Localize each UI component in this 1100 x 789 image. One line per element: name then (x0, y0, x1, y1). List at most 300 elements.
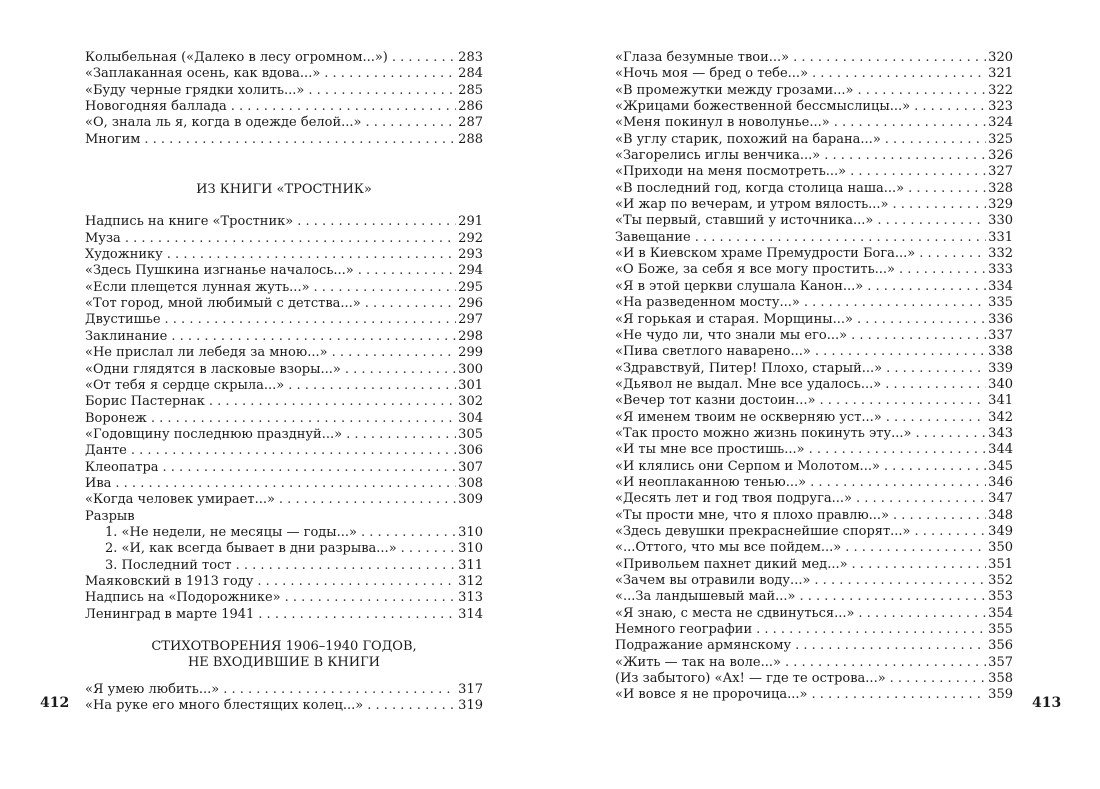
toc-entry-title: Клеопатра (85, 459, 159, 475)
toc-entry (85, 132, 483, 148)
toc-entry (85, 590, 483, 606)
toc-entry-title: «О Боже, за себя я все могу простить...» (615, 262, 896, 278)
toc-entry-title: «От тебя я сердце скрыла...» (85, 377, 285, 393)
toc-entry-page: 304 (458, 410, 483, 426)
toc-entry-title: «Зачем вы отравили воду...» (615, 573, 811, 588)
toc-entry-title: «Глаза безумные твои...» (615, 50, 790, 65)
toc-entry-page: 310 (458, 541, 483, 557)
toc-entry-page: 302 (458, 394, 483, 410)
section-heading: СТИХОТВОРЕНИЯ 1906–1940 ГОДОВ, (151, 639, 417, 654)
toc-entry-title: «Когда человек умирает...» (85, 492, 275, 508)
toc-entry-page: 287 (458, 115, 483, 131)
dot-leader (231, 99, 456, 115)
toc-group (85, 50, 483, 148)
toc-entry (615, 410, 1013, 426)
toc-entry (85, 411, 483, 427)
toc-entry (85, 66, 483, 82)
dot-leader (809, 442, 987, 458)
dot-leader (167, 247, 456, 263)
dot-leader (919, 246, 986, 262)
dot-leader (851, 328, 986, 344)
toc-entry-title: (Из забытого) «Ах! — где те острова...» (615, 671, 886, 687)
toc-entry (85, 682, 483, 698)
toc-entry-page: 340 (988, 376, 1013, 392)
toc-entry (615, 164, 1013, 180)
toc-entry-title: «Я умею любить...» (85, 681, 220, 697)
dot-leader (223, 682, 456, 698)
toc-entry (615, 377, 1013, 393)
toc-group (85, 574, 483, 623)
dot-leader (785, 655, 986, 671)
dot-leader (125, 231, 456, 247)
toc-entry-title: «Меня покинул в новолунье...» (615, 115, 830, 131)
toc-entry (85, 50, 483, 66)
toc-group (615, 50, 1013, 704)
toc-entry (85, 492, 483, 508)
toc-entry-page: 319 (458, 698, 483, 714)
toc-entry-title: «Загорелись иглы венчика...» (615, 148, 821, 164)
toc-entry-title: «Я в этой церкви слушала Канон...» (615, 278, 864, 294)
toc-entry-page: 322 (988, 82, 1013, 98)
toc-entry-page: 342 (988, 409, 1013, 425)
toc-entry-page: 323 (988, 99, 1013, 115)
toc-entry-title: «Я знаю, с места не сдвинуться...» (615, 605, 855, 621)
toc-entry-title: Данте (85, 443, 127, 459)
dot-leader (365, 296, 456, 312)
toc-entry-page: 335 (988, 295, 1013, 311)
dot-leader (236, 558, 457, 574)
toc-entry (615, 589, 1013, 605)
toc-entry-page: 292 (458, 230, 483, 246)
toc-entry-title: Колыбельная («Далеко в лесу огромном...») (85, 50, 388, 65)
page-number-left: 412 (40, 695, 70, 711)
toc-entry-title: «Дьявол не выдал. Мне все удалось...» (615, 376, 882, 392)
page-number-right: 413 (1032, 695, 1062, 711)
toc-entry (615, 66, 1013, 82)
toc-entry-title: «Годовщину последнюю празднуй...» (85, 426, 343, 442)
toc-entry-page: 308 (458, 475, 483, 491)
dot-leader (163, 460, 457, 476)
toc-entry (615, 328, 1013, 344)
dot-leader (856, 491, 986, 507)
toc-entry-page: 358 (988, 671, 1013, 687)
toc-entry-page: 284 (458, 66, 483, 82)
toc-entry-title: Борис Пастернак (85, 394, 205, 410)
toc-entry (615, 115, 1013, 131)
toc-entry-title: «Ты первый, ставший у источника...» (615, 213, 874, 229)
toc-entry-title: Заклинание (85, 328, 168, 344)
toc-entry-title: «И в Киевском храме Премудрости Бога...» (615, 246, 916, 262)
dot-leader (852, 557, 987, 573)
toc-entry-title: «Пива светлого наварено...» (615, 344, 811, 360)
toc-entry (85, 263, 483, 279)
toc-entry (85, 476, 483, 492)
dot-leader (314, 280, 457, 296)
dot-leader (857, 83, 986, 99)
toc-entry-page: 297 (458, 312, 483, 328)
dot-leader (857, 312, 986, 328)
toc-entry-page: 350 (988, 540, 1013, 556)
toc-entry-page: 347 (988, 491, 1013, 507)
toc-entry-page: 314 (458, 606, 483, 622)
toc-entry-page: 333 (988, 262, 1013, 278)
toc-entry-title: Ленинград в марте 1941 (85, 606, 255, 622)
dot-leader (297, 214, 456, 230)
toc-entry-page: 341 (988, 393, 1013, 409)
toc-entry (615, 508, 1013, 524)
toc-entry (615, 361, 1013, 377)
toc-entry-page: 285 (458, 82, 483, 98)
toc-entry-page: 328 (988, 180, 1013, 196)
toc-entry-title: Художнику (85, 247, 163, 263)
dot-leader (877, 213, 986, 229)
toc-entry (85, 427, 483, 443)
dot-leader (366, 115, 457, 131)
toc-entry-title: «Не прислал ли лебедя за мною...» (85, 345, 328, 361)
toc-entry-page: 339 (988, 360, 1013, 376)
toc-entry-title: «На руке его много блестящих колец...» (85, 698, 364, 714)
toc-entry (615, 295, 1013, 311)
toc-entry-title: Многим (85, 131, 141, 147)
toc-entry-title: «Приходи на меня посмотреть...» (615, 164, 847, 180)
toc-entry-page: 309 (458, 492, 483, 508)
toc-entry (615, 132, 1013, 148)
toc-entry-page: 334 (988, 278, 1013, 294)
dot-leader (695, 230, 986, 246)
toc-group (85, 214, 483, 508)
dot-leader (893, 197, 987, 213)
dot-leader (358, 263, 456, 279)
dot-leader (885, 377, 986, 393)
toc-entry-title: «Ночь моя — бред о тебе...» (615, 66, 809, 82)
toc-entry-title: «Жрицами божественной бессмыслицы...» (615, 99, 911, 115)
toc-entry (85, 329, 483, 345)
dot-leader (144, 132, 456, 148)
toc-entry-title: Надпись на «Подорожнике» (85, 590, 281, 606)
toc-entry-page: 336 (988, 311, 1013, 327)
toc-entry-title: «В промежутки между грозами...» (615, 82, 854, 98)
toc-entry-title: «Не чудо ли, что знали мы его...» (615, 327, 848, 343)
toc-subgroup (85, 525, 483, 574)
toc-entry-title: 1. «Не недели, не месяцы — годы...» (105, 524, 357, 540)
toc-entry-page: 283 (458, 50, 483, 65)
toc-entry (85, 345, 483, 361)
toc-group (85, 682, 483, 715)
toc-entry-title: «И вовсе я не пророчица...» (615, 687, 808, 703)
dot-leader (324, 66, 456, 82)
toc-entry (615, 442, 1013, 458)
toc-entry-page: 324 (988, 115, 1013, 131)
toc-entry (615, 393, 1013, 409)
toc-entry (85, 525, 483, 541)
dot-leader (824, 148, 986, 164)
toc-entry-page: 326 (988, 148, 1013, 164)
toc-entry (85, 280, 483, 296)
toc-entry-title: «Ты прости мне, что я плохо правлю...» (615, 507, 890, 523)
dot-leader (165, 312, 457, 328)
dot-leader (834, 115, 986, 131)
dot-leader (810, 475, 986, 491)
dot-leader (812, 66, 986, 82)
toc-entry-page: 286 (458, 99, 483, 115)
dot-leader (115, 476, 456, 492)
toc-entry-page: 299 (458, 345, 483, 361)
toc-entry-page: 296 (458, 296, 483, 312)
toc-entry (85, 362, 483, 378)
dot-leader (799, 589, 986, 605)
toc-entry-title: «И жар по вечерам, и утром вялость...» (615, 197, 889, 213)
toc-entry (85, 541, 483, 557)
toc-entry-title: «Я горькая и старая. Морщины...» (615, 311, 853, 327)
toc-entry-title: «Если плещется лунная жуть...» (85, 279, 310, 295)
toc-entry-page: 298 (458, 328, 483, 344)
dot-leader (858, 606, 986, 622)
toc-entry-page: 349 (988, 523, 1013, 539)
toc-entry (615, 148, 1013, 164)
toc-entry-title: «Одни глядятся в ласковые взоры...» (85, 361, 341, 377)
toc-entry (615, 246, 1013, 262)
toc-entry (85, 296, 483, 312)
toc-entry-title: Подражание армянскому (615, 638, 792, 654)
toc-entry-title: «Заплаканная осень, как вдова...» (85, 66, 321, 82)
toc-entry (85, 83, 483, 99)
dot-leader (361, 525, 456, 541)
toc-entry-title: «Тот город, мной любимый с детства...» (85, 296, 361, 312)
toc-entry-title: 3. Последний тост (105, 557, 232, 573)
toc-entry (615, 573, 1013, 589)
dot-leader (257, 574, 456, 590)
dot-leader (795, 638, 986, 654)
toc-entry-page: 312 (458, 573, 483, 589)
toc-entry-page: 356 (988, 638, 1013, 654)
dot-leader (893, 508, 986, 524)
toc-entry-page: 331 (988, 229, 1013, 245)
dot-leader (915, 426, 986, 442)
toc-entry-title: «На разведенном мосту...» (615, 295, 800, 311)
toc-entry-title: «...Оттого, что мы все пойдем...» (615, 540, 842, 556)
toc-entry (85, 115, 483, 131)
toc-entry (615, 540, 1013, 556)
toc-entry-title: Муза (85, 230, 121, 246)
dot-leader (401, 541, 457, 557)
dot-leader (886, 361, 986, 377)
toc-entry-title: Маяковский в 1913 году (85, 573, 254, 589)
dot-leader (367, 698, 456, 714)
dot-leader (820, 393, 987, 409)
toc-entry-page: 291 (458, 214, 483, 230)
toc-entry-title: «Здравствуй, Питер! Плохо, старый...» (615, 360, 883, 376)
toc-entry (615, 557, 1013, 573)
dot-leader (850, 164, 986, 180)
toc-entry (85, 558, 483, 574)
toc-entry-title: «...За ландышевый май...» (615, 589, 796, 605)
toc-entry-title: Воронеж (85, 410, 147, 426)
toc-entry-title: «И клялись они Серпом и Молотом...» (615, 458, 880, 474)
dot-leader (845, 540, 986, 556)
dot-leader (899, 262, 986, 278)
toc-entry (615, 475, 1013, 491)
dot-leader (288, 378, 456, 394)
toc-entry-title: «Здесь девушки прекраснейшие спорят...» (615, 523, 911, 539)
toc-entry-page: 357 (988, 654, 1013, 670)
toc-entry-page: 310 (458, 524, 483, 540)
toc-entry-page: 330 (988, 213, 1013, 229)
toc-entry (615, 655, 1013, 671)
toc-entry (85, 443, 483, 459)
toc-entry-page: 321 (988, 66, 1013, 82)
toc-entry-page: 344 (988, 442, 1013, 458)
section-heading: НЕ ВХОДИВШИЕ В КНИГИ (187, 655, 381, 671)
dot-leader (308, 83, 456, 99)
dot-leader (756, 622, 986, 638)
toc-entry-page: 311 (458, 557, 483, 573)
toc-entry-page: 348 (988, 507, 1013, 523)
toc-entry-title: «Здесь Пушкина изгнанье началось...» (85, 263, 354, 279)
toc-entry (615, 459, 1013, 475)
toc-entry-title: «В углу старик, похожий на барана...» (615, 131, 881, 147)
toc-entry-title: «В последний год, когда столица наша...» (615, 180, 905, 196)
toc-entry (85, 460, 483, 476)
toc-entry-page: 317 (458, 681, 483, 697)
toc-entry-page: 320 (988, 50, 1013, 65)
toc-entry-page: 294 (458, 263, 483, 279)
toc-entry (615, 83, 1013, 99)
toc-entry-page: 343 (988, 425, 1013, 441)
toc-entry (615, 279, 1013, 295)
dot-leader (258, 607, 456, 623)
toc-entry-title: Немного географии (615, 622, 753, 638)
toc-entry (615, 197, 1013, 213)
toc-entry-title: «И неоплаканною тенью...» (615, 474, 807, 490)
toc-entry (615, 344, 1013, 360)
toc-entry-page: 313 (458, 590, 483, 606)
toc-entry-page: 352 (988, 573, 1013, 588)
toc-entry-page: 329 (988, 197, 1013, 213)
toc-entry-page: 301 (458, 377, 483, 393)
toc-entry (615, 426, 1013, 442)
toc-entry-page: 359 (988, 687, 1013, 703)
toc-entry (615, 262, 1013, 278)
toc-entry-page: 346 (988, 474, 1013, 490)
toc-entry (85, 378, 483, 394)
toc-entry (615, 687, 1013, 703)
toc-entry (615, 638, 1013, 654)
toc-entry (85, 607, 483, 623)
dot-leader (285, 590, 457, 606)
dot-leader (812, 687, 987, 703)
toc-entry-title: «И ты мне все простишь...» (615, 442, 805, 458)
toc-entry-page: 293 (458, 247, 483, 263)
toc-entry-page: 288 (458, 131, 483, 147)
toc-entry-page: 353 (988, 589, 1013, 605)
toc-entry-title: Ива (85, 475, 112, 491)
toc-entry-title: 2. «И, как всегда бывает в дни разрыва...» (105, 541, 397, 557)
dot-leader (332, 345, 457, 361)
toc-entry-page: 354 (988, 605, 1013, 621)
toc-entry-title: Разрыв (85, 508, 135, 524)
toc-entry (85, 312, 483, 328)
toc-entry-title: Надпись на книге «Тростник» (85, 214, 294, 230)
toc-entry-title: «Так просто можно жизнь покинуть эту...» (615, 425, 912, 441)
toc-entry (615, 99, 1013, 115)
toc-entry (615, 50, 1013, 66)
dot-leader (171, 329, 456, 345)
toc-entry (615, 312, 1013, 328)
toc-entry-title: Новогодняя баллада (85, 99, 227, 115)
toc-entry-title: «Десять лет и год твоя подруга...» (615, 491, 852, 507)
toc-entry-title: Двустишье (85, 312, 161, 328)
toc-entry-page: 337 (988, 327, 1013, 343)
toc-entry-page: 305 (458, 426, 483, 442)
toc-entry (615, 606, 1013, 622)
toc-entry-page: 338 (988, 344, 1013, 360)
toc-entry (615, 622, 1013, 638)
section-heading: ИЗ КНИГИ «ТРОСТНИК» (196, 182, 372, 198)
toc-entry (615, 181, 1013, 197)
toc-entry-page: 351 (988, 556, 1013, 572)
toc-entry-title: «Жить — так на воле...» (615, 654, 781, 670)
dot-leader (815, 344, 986, 360)
toc-entry-page: 306 (458, 443, 483, 459)
toc-entry (615, 230, 1013, 246)
toc-entry (85, 231, 483, 247)
left-page-contents (85, 50, 483, 714)
dot-leader (131, 443, 456, 459)
dot-leader (209, 394, 456, 410)
toc-entry (85, 394, 483, 410)
toc-entry-page: 355 (988, 622, 1013, 638)
toc-entry-page: 345 (988, 458, 1013, 474)
toc-entry-page: 325 (988, 131, 1013, 147)
toc-entry (85, 99, 483, 115)
toc-entry-page: 307 (458, 459, 483, 475)
toc-entry (85, 698, 483, 714)
toc-entry-title: «О, знала ль я, когда в одежде белой...» (85, 115, 362, 131)
toc-entry-page: 332 (988, 246, 1013, 262)
toc-entry (615, 671, 1013, 687)
dot-leader (345, 362, 456, 378)
dot-leader (279, 492, 456, 508)
dot-leader (915, 524, 987, 540)
right-page-contents (615, 50, 1013, 704)
toc-entry (615, 491, 1013, 507)
toc-entry-title: Завещание (615, 229, 691, 245)
dot-leader (890, 671, 987, 687)
dot-leader (908, 181, 986, 197)
dot-leader (804, 295, 986, 311)
toc-entry-page: 327 (988, 164, 1013, 180)
dot-leader (814, 573, 986, 589)
dot-leader (914, 99, 986, 115)
toc-entry (85, 509, 483, 525)
toc-entry-title: «Привольем пахнет дикий мед...» (615, 556, 848, 572)
toc-entry (85, 214, 483, 230)
dot-leader (885, 132, 986, 148)
toc-entry-page: 295 (458, 279, 483, 295)
dot-leader (884, 459, 986, 475)
toc-entry-title: «Вечер тот казни достоин...» (615, 393, 816, 409)
toc-entry (85, 574, 483, 590)
toc-entry (615, 524, 1013, 540)
toc-entry (85, 247, 483, 263)
toc-entry (615, 213, 1013, 229)
dot-leader (151, 411, 456, 427)
toc-entry-title: «Я именем твоим не оскверняю уст...» (615, 409, 882, 425)
dot-leader (886, 410, 986, 426)
toc-entry-title: «Буду черные грядки холить...» (85, 82, 305, 98)
dot-leader (793, 50, 986, 66)
dot-leader (346, 427, 456, 443)
